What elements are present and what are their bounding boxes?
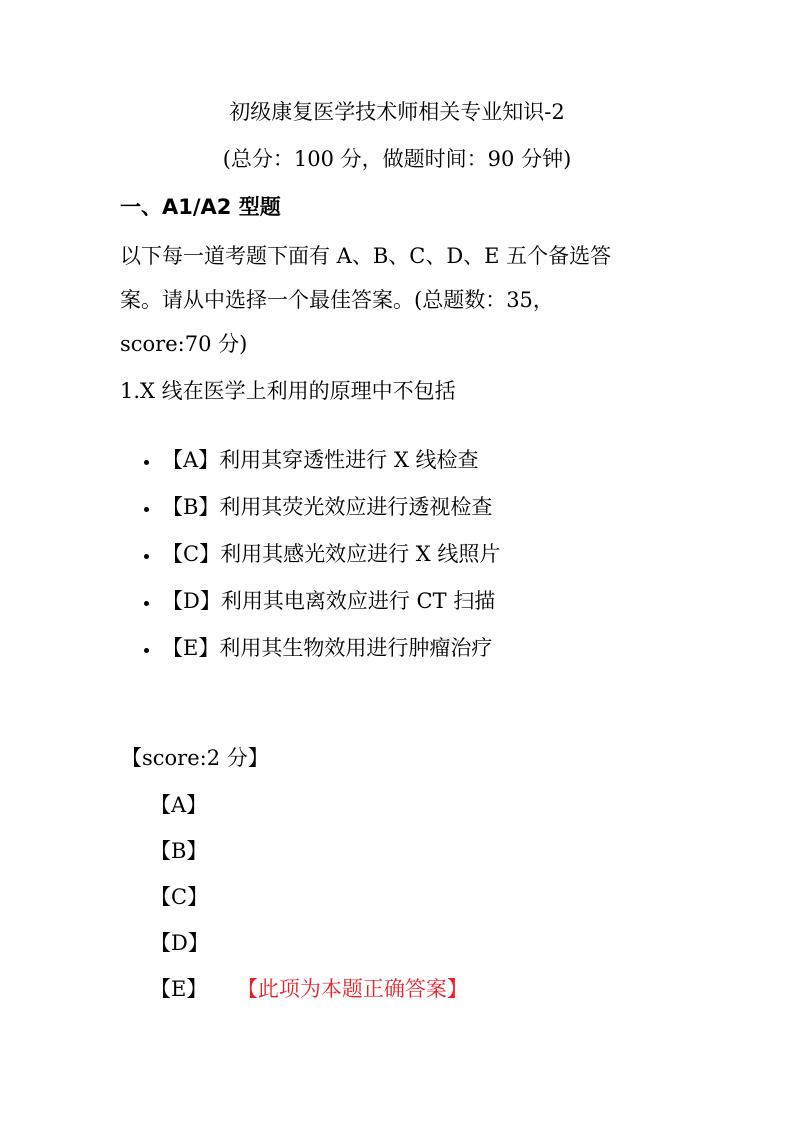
- answer-row-d: [150, 926, 468, 972]
- section-instructions: [120, 234, 680, 366]
- answer-label: 【C】: [150, 885, 209, 909]
- option-list: [140, 437, 500, 672]
- section-heading: 一、A1/A2 型题: [120, 195, 281, 219]
- instructions-line: score:70 分): [120, 332, 248, 356]
- answer-row-a: [150, 788, 468, 834]
- document-subtitle: (总分：100 分，做题时间：90 分钟): [222, 147, 572, 171]
- answer-label: 【E】: [150, 977, 208, 1001]
- instructions-line: 案。请从中选择一个最佳答案。(总题数：35，: [120, 288, 554, 312]
- bullet-icon: [144, 554, 149, 559]
- bullet-icon: [144, 648, 149, 653]
- document-title: 初级康复医学技术师相关专业知识-2: [229, 100, 565, 124]
- correct-answer-note: 【此项为本题正确答案】: [247, 977, 468, 1001]
- option-item-c: [140, 531, 500, 578]
- option-item-e: [140, 625, 500, 672]
- bullet-icon: [144, 507, 149, 512]
- option-text: 【D】利用其电离效应进行 CT 扫描: [162, 589, 496, 613]
- answer-row-e: [150, 972, 468, 1018]
- answer-label: 【D】: [150, 931, 209, 955]
- answer-label: 【A】: [150, 793, 208, 817]
- option-item-d: [140, 578, 500, 625]
- option-text: 【B】利用其荧光效应进行透视检查: [162, 495, 493, 519]
- answer-row-c: [150, 880, 468, 926]
- option-item-a: [140, 437, 500, 484]
- option-text: 【E】利用其生物效用进行肿瘤治疗: [162, 636, 493, 660]
- option-text: 【A】利用其穿透性进行 X 线检查: [162, 448, 479, 472]
- answer-label: 【B】: [150, 839, 208, 863]
- instructions-line: 以下每一道考题下面有 A、B、C、D、E 五个备选答: [120, 244, 612, 268]
- question-stem: 1.X 线在医学上利用的原理中不包括: [120, 379, 456, 403]
- option-item-b: [140, 484, 500, 531]
- answer-key: [150, 788, 468, 1018]
- bullet-icon: [144, 460, 149, 465]
- answer-row-b: [150, 834, 468, 880]
- bullet-icon: [144, 601, 149, 606]
- option-text: 【C】利用其感光效应进行 X 线照片: [162, 542, 501, 566]
- question-score: 【score:2 分】: [121, 746, 269, 770]
